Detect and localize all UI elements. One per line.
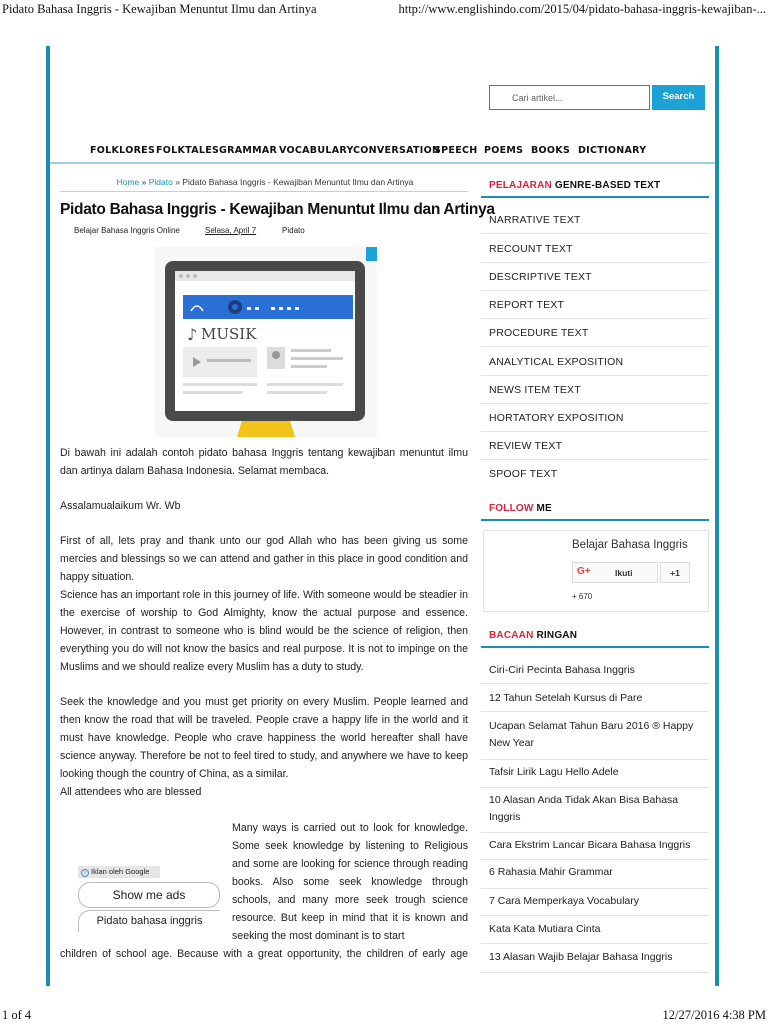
page-frame-left [46, 46, 50, 986]
ad-link-button[interactable]: Pidato bahasa inggris [78, 910, 220, 932]
nav-item-poems[interactable]: POEMS [484, 145, 524, 156]
follower-count: + 670 [572, 592, 593, 601]
show-ads-button[interactable]: Show me ads [78, 882, 220, 908]
page-frame-right [715, 46, 719, 986]
print-footer [0, 1006, 768, 1024]
article-intro: Di bawah ini adalah contoh pidato bahasa Inggris tentang kewajiban menuntut ilmu dan artinya dalam Bahasa Indonesia. Selamat membaca. [60, 447, 468, 477]
info-icon: i [81, 869, 89, 877]
post-illustration [155, 247, 377, 437]
reading-item[interactable]: 10 Alasan Anda Tidak Akan Bisa Bahasa Inggris [481, 788, 709, 833]
print-header [0, 0, 768, 22]
article-paragraph-wrapped: Many ways is carried out to look for knowledge. Some seek knowledge by listening to Religious and some are looking for science through reading books. Also some seek knowledge through schools, and many more seek trough science resource. But keep in mind that it is known and seeking the most dominant is to start [232, 822, 468, 942]
sidebar-item-spoof[interactable]: SPOOF TEXT [489, 468, 558, 480]
sidebar-item-review[interactable]: REVIEW TEXT [481, 432, 709, 460]
nav-item-vocabulary[interactable]: VOCABULARY [279, 145, 354, 156]
monitor-illustration [155, 247, 377, 437]
illustration-banner-text: MUSIK [201, 325, 257, 343]
heading-rest: RINGAN [533, 630, 578, 641]
sidebar-item-narrative[interactable]: NARRATIVE TEXT [481, 206, 709, 234]
sidebar-item-procedure[interactable]: PROCEDURE TEXT [481, 319, 709, 347]
breadcrumb-separator: » [175, 177, 180, 187]
search-button[interactable]: Search [652, 85, 705, 110]
heading-highlight: FOLLOW [489, 503, 534, 514]
reading-item[interactable]: Tafsir Lirik Lagu Hello Adele [481, 760, 709, 788]
heading-highlight: PELAJARAN [489, 180, 552, 191]
breadcrumb-divider [60, 191, 468, 192]
post-date[interactable]: Selasa, April 7 [205, 226, 257, 235]
sidebar-item-news-item[interactable]: NEWS ITEM TEXT [481, 376, 709, 404]
sidebar-item-report[interactable]: REPORT TEXT [481, 291, 709, 319]
follow-button-label: Ikuti [615, 568, 633, 578]
post-author[interactable]: Belajar Bahasa Inggris Online [74, 226, 180, 235]
nav-item-folklores[interactable]: FOLKLORES [90, 145, 156, 156]
article-paragraph-tail: children of school age. Because with a great opportunity, the children of early age [60, 948, 468, 960]
ad-label-text: Iklan oleh Google [91, 867, 150, 876]
reading-item[interactable]: 12 Tahun Setelah Kursus di Pare [481, 684, 709, 712]
article-attendees: All attendees who are blessed [60, 786, 202, 798]
reading-item[interactable]: Ucapan Selamat Tahun Baru 2016 ® Happy New Year [481, 712, 709, 760]
reading-item[interactable]: 7 Cara Memperkaya Vocabulary [481, 889, 709, 916]
svg-text:♪: ♪ [187, 325, 198, 344]
nav-item-conversation[interactable]: CONVERSATION [353, 145, 441, 156]
sidebar-item-hortatory[interactable]: HORTATORY EXPOSITION [481, 404, 709, 432]
search-placeholder: Cari artikel... [512, 93, 563, 103]
reading-item[interactable]: 6 Rahasia Mahir Grammar [481, 860, 709, 889]
nav-item-grammar[interactable]: GRAMMAR [219, 145, 278, 156]
print-page-url: http://www.englishindo.com/2015/04/pidato-bahasa-inggris-kewajiban-... [398, 2, 766, 16]
article-paragraph: First of all, lets pray and thank unto our god Allah who has been giving us some mercies and blessings so we can attend and gather in this place in good condition and happy situation. [60, 535, 468, 583]
post-title: Pidato Bahasa Inggris - Kewajiban Menuntut Ilmu dan Artinya [60, 201, 495, 218]
print-page-number: 1 of 4 [2, 1008, 32, 1022]
heading-highlight: BACAAN [489, 630, 534, 641]
article-paragraph: Seek the knowledge and you must get priority on every Muslim. People learned and then know the road that will be traveled. People crave a happy life in the world and it must have knowledge. People who crave happiness the world hereafter shall have science anyway. Therefore be not to feel tired to study, and anywhere we have to keep looking though the country of China, as a similar. [60, 696, 468, 780]
follow-page-name[interactable]: Belajar Bahasa Inggris [572, 539, 688, 551]
print-page-title: Pidato Bahasa Inggris - Kewajiban Menuntut Ilmu dan Artinya [2, 2, 317, 16]
print-datetime: 12/27/2016 4:38 PM [662, 1008, 766, 1022]
post-label[interactable]: Pidato [282, 226, 305, 235]
sidebar-item-analytical[interactable]: ANALYTICAL EXPOSITION [481, 348, 709, 376]
google-plus-follow-button[interactable] [572, 562, 658, 583]
nav-item-books[interactable]: BOOKS [531, 145, 571, 156]
article-paragraph: Science has an important role in this journey of life. With someone would be steadier in the exercise of worship to God Almighty, know the actual purpose and essence. However, in contrast to someone who is blind would be the science of religion, then everything you do will not know the basics and real purpose. It is not to impinge on the Muslims and we should realize every Muslim has a duty to study. [60, 589, 468, 673]
reading-item[interactable]: 13 Alasan Wajib Belajar Bahasa Inggris [481, 944, 709, 973]
nav-item-folktales[interactable]: FOLKTALES [156, 145, 220, 156]
reading-item[interactable]: Cara Ekstrim Lancar Bicara Bahasa Inggris [481, 833, 709, 860]
breadcrumb-current: Pidato Bahasa Inggris - Kewajiban Menuntut Ilmu dan Artinya [182, 177, 414, 187]
ad-label [78, 866, 160, 878]
reading-item[interactable]: Ciri-Ciri Pecinta Bahasa Inggris [481, 656, 709, 684]
breadcrumb [60, 177, 470, 187]
nav-item-dictionary[interactable]: DICTIONARY [578, 145, 647, 156]
google-plus-icon: G+ [577, 566, 591, 577]
main-nav [50, 138, 715, 164]
sidebar-item-recount[interactable]: RECOUNT TEXT [481, 235, 709, 263]
sidebar-heading-follow [481, 497, 709, 521]
search-input[interactable] [489, 85, 650, 110]
nav-item-speech[interactable]: SPEECH [434, 145, 478, 156]
heading-rest: GENRE-BASED TEXT [551, 180, 661, 191]
article-greeting: Assalamualaikum Wr. Wb [60, 500, 181, 512]
breadcrumb-category[interactable]: Pidato [148, 177, 173, 187]
breadcrumb-separator: » [141, 177, 147, 187]
sidebar-heading-genre [481, 174, 709, 198]
sidebar-item-descriptive[interactable]: DESCRIPTIVE TEXT [481, 263, 709, 291]
reading-item[interactable]: Kata Kata Mutiara Cinta [481, 916, 709, 944]
breadcrumb-home[interactable]: Home [116, 177, 140, 187]
sidebar-heading-reading [481, 624, 709, 648]
plus-one-button[interactable]: +1 [660, 562, 690, 583]
heading-rest: ME [533, 503, 552, 514]
